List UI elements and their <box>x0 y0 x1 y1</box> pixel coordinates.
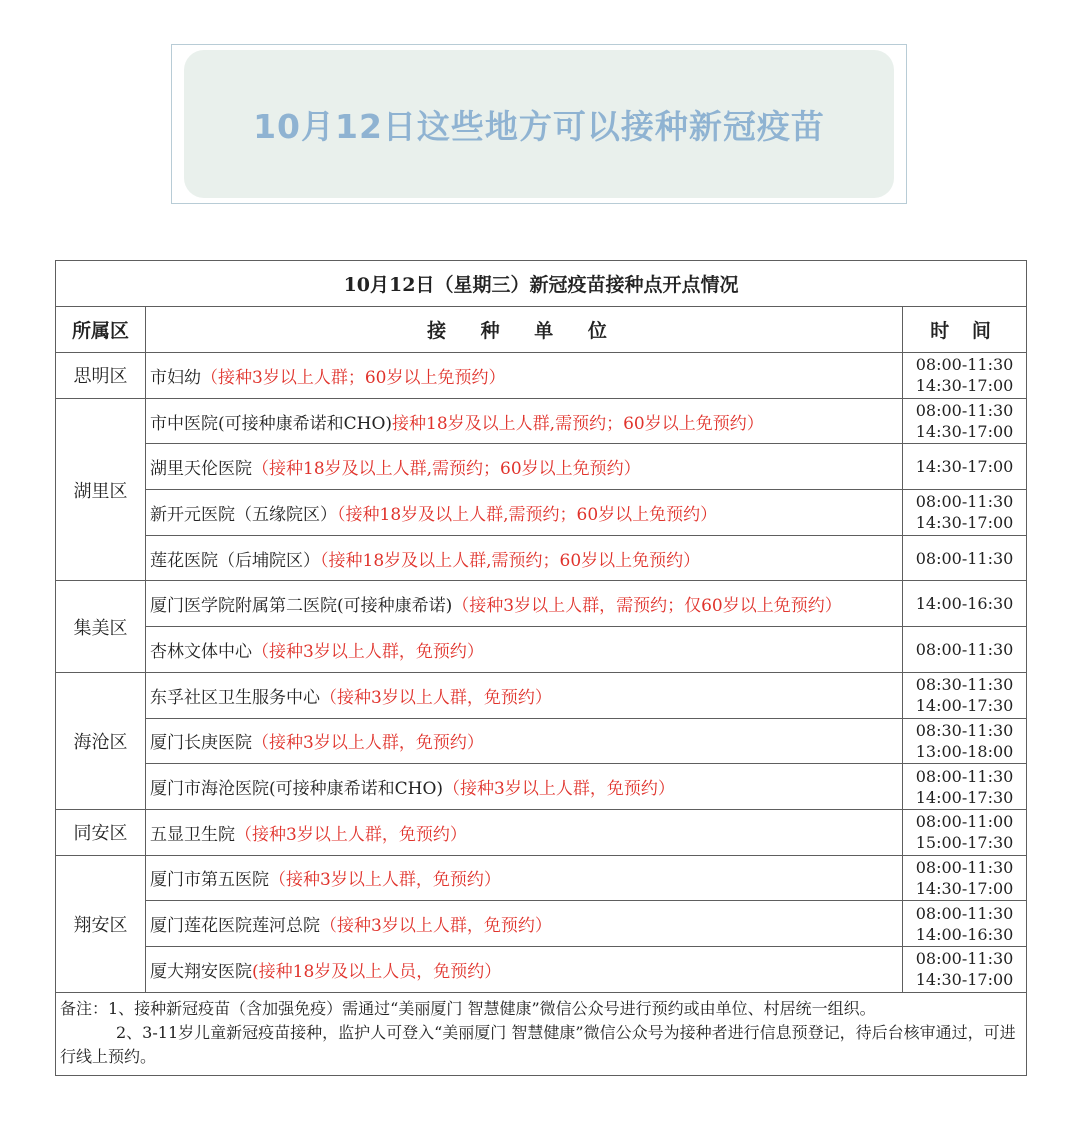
table-title: 10月12日（星期三）新冠疫苗接种点开点情况 <box>56 261 1027 307</box>
unit-note: （接种3岁以上人群，免预约） <box>269 870 501 891</box>
table-row <box>56 398 1027 444</box>
time-slot: 08:00-11:30 <box>915 857 1014 877</box>
unit-name: 厦门莲花医院莲河总院 <box>150 916 320 937</box>
table-row <box>56 718 1027 764</box>
time-slot: 08:30-11:30 <box>915 720 1014 740</box>
time-slot: 14:30-17:00 <box>915 513 1014 533</box>
unit-name: 五显卫生院 <box>150 824 235 845</box>
time-cell <box>903 946 1027 992</box>
time-cell <box>903 490 1027 536</box>
district-cell: 翔安区 <box>56 855 146 992</box>
table-row <box>56 809 1027 855</box>
table-row <box>56 490 1027 536</box>
unit-name: 湖里天伦医院 <box>150 459 252 480</box>
unit-name: 新开元医院（五缘院区） <box>150 504 337 525</box>
unit-name: 厦门医学院附属第二医院(可接种康希诺) <box>150 596 453 617</box>
unit-note: （接种3岁以上人群，免预约） <box>443 779 675 800</box>
time-cell <box>903 627 1027 673</box>
table-row <box>56 535 1027 581</box>
time-slot: 08:00-11:30 <box>915 492 1014 512</box>
header-unit: 接 种 单 位 <box>146 307 903 353</box>
unit-cell <box>146 946 903 992</box>
unit-cell <box>146 809 903 855</box>
note-line-1: 备注：1、接种新冠疫苗（含加强免疫）需通过“美丽厦门 智慧健康”微信公众号进行预约或由单位、村居统一组织。 <box>60 998 876 1018</box>
time-slot: 15:00-17:30 <box>915 833 1014 853</box>
time-cell <box>903 764 1027 810</box>
time-cell <box>903 901 1027 947</box>
vaccination-schedule-table <box>55 260 1027 1076</box>
unit-note: （接种3岁以上人群；60岁以上免预约） <box>201 367 506 388</box>
banner-title: 10月12日这些地方可以接种新冠疫苗 <box>253 106 825 146</box>
table-row <box>56 444 1027 490</box>
table-title-row <box>56 261 1027 307</box>
time-slot: 14:30-17:00 <box>915 970 1014 990</box>
time-slot: 14:30-17:00 <box>915 878 1014 898</box>
unit-note: 接种18岁及以上人群,需预约；60岁以上免预约） <box>392 413 764 434</box>
unit-name: 市中医院(可接种康希诺和CHO) <box>150 413 393 434</box>
table-row <box>56 946 1027 992</box>
time-slot: 08:00-11:30 <box>915 401 1014 421</box>
unit-cell <box>146 490 903 536</box>
time-slot: 14:30-17:00 <box>915 457 1014 477</box>
unit-note: （接种18岁及以上人群,需预约；60岁以上免预约） <box>337 504 718 525</box>
district-cell: 湖里区 <box>56 398 146 581</box>
time-cell <box>903 353 1027 399</box>
table-row <box>56 855 1027 901</box>
unit-note: （接种3岁以上人群，免预约） <box>235 824 467 845</box>
unit-note: （接种18岁及以上人群,需预约；60岁以上免预约） <box>252 459 641 480</box>
time-slot: 14:30-17:00 <box>915 422 1014 442</box>
table-row <box>56 764 1027 810</box>
time-slot: 08:00-11:30 <box>915 548 1014 568</box>
notes-row <box>56 992 1027 1075</box>
unit-name: 厦大翔安医院 <box>150 961 252 982</box>
unit-cell <box>146 764 903 810</box>
time-slot: 08:00-11:30 <box>915 355 1014 375</box>
district-cell: 集美区 <box>56 581 146 672</box>
unit-note: (接种18岁及以上人员，免预约） <box>252 961 502 982</box>
unit-cell <box>146 398 903 444</box>
unit-name: 市妇幼 <box>150 367 201 388</box>
unit-name: 莲花医院（后埔院区） <box>150 550 320 571</box>
time-cell <box>903 535 1027 581</box>
time-slot: 14:00-16:30 <box>915 594 1014 614</box>
unit-cell <box>146 672 903 718</box>
unit-note: （接种3岁以上人群，免预约） <box>252 641 484 662</box>
table-row <box>56 672 1027 718</box>
time-cell <box>903 855 1027 901</box>
time-slot: 08:00-11:30 <box>915 639 1014 659</box>
time-cell <box>903 718 1027 764</box>
banner <box>171 44 907 204</box>
unit-note: （接种3岁以上人群，免预约） <box>320 687 552 708</box>
unit-note: （接种18岁及以上人群,需预约；60岁以上免预约） <box>320 550 701 571</box>
header-time: 时 间 <box>903 307 1027 353</box>
table-row <box>56 353 1027 399</box>
header-district: 所属区 <box>56 307 146 353</box>
district-cell: 海沧区 <box>56 672 146 809</box>
unit-name: 厦门市海沧医院(可接种康希诺和CHO) <box>150 779 444 800</box>
unit-note: （接种3岁以上人群，免预约） <box>320 916 552 937</box>
unit-cell <box>146 855 903 901</box>
time-slot: 08:00-11:00 <box>915 812 1014 832</box>
unit-cell <box>146 718 903 764</box>
unit-cell <box>146 535 903 581</box>
unit-name: 东孚社区卫生服务中心 <box>150 687 320 708</box>
district-cell: 思明区 <box>56 353 146 399</box>
time-cell <box>903 809 1027 855</box>
unit-name: 杏林文体中心 <box>150 641 252 662</box>
time-slot: 08:00-11:30 <box>915 766 1014 786</box>
time-slot: 08:00-11:30 <box>915 903 1014 923</box>
time-slot: 14:30-17:00 <box>915 376 1014 396</box>
time-cell <box>903 672 1027 718</box>
unit-cell <box>146 627 903 673</box>
unit-note: （接种3岁以上人群，需预约；仅60岁以上免预约） <box>452 596 842 617</box>
table-row <box>56 901 1027 947</box>
banner-panel <box>184 50 894 198</box>
time-slot: 08:00-11:30 <box>915 949 1014 969</box>
time-slot: 14:00-16:30 <box>915 924 1014 944</box>
notes-cell <box>56 992 1027 1075</box>
unit-name: 厦门市第五医院 <box>150 870 269 891</box>
time-slot: 14:00-17:30 <box>915 787 1014 807</box>
table-row <box>56 581 1027 627</box>
table-row <box>56 627 1027 673</box>
unit-cell <box>146 581 903 627</box>
table-body <box>56 353 1027 993</box>
unit-cell <box>146 353 903 399</box>
unit-cell <box>146 901 903 947</box>
unit-name: 厦门长庚医院 <box>150 733 252 754</box>
unit-note: （接种3岁以上人群，免预约） <box>252 733 484 754</box>
district-cell: 同安区 <box>56 809 146 855</box>
time-slot: 14:00-17:30 <box>915 696 1014 716</box>
unit-cell <box>146 444 903 490</box>
time-cell <box>903 444 1027 490</box>
note-line-2: 2、3-11岁儿童新冠疫苗接种，监护人可登入“美丽厦门 智慧健康”微信公众号为接种者进行信息预登记，待后台核审通过，可进行线上预约。 <box>60 1022 1016 1066</box>
table-header-row <box>56 307 1027 353</box>
time-cell <box>903 398 1027 444</box>
time-slot: 08:30-11:30 <box>915 675 1014 695</box>
time-cell <box>903 581 1027 627</box>
time-slot: 13:00-18:00 <box>915 741 1014 761</box>
